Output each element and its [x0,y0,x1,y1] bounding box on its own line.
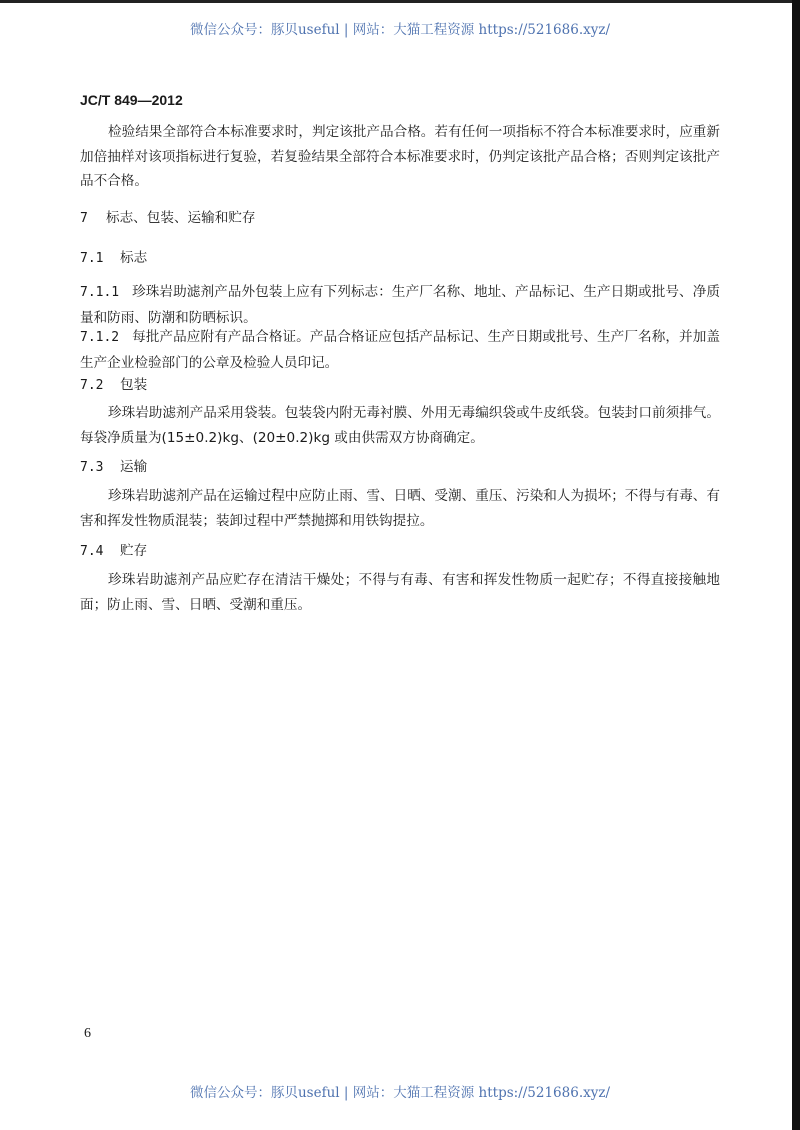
section-title: 标志、包装、运输和贮存 [106,210,256,226]
section-title: 贮存 [120,543,148,559]
clause-text: 每批产品应附有产品合格证。产品合格证应包括产品标记、生产日期或批号、生产厂名称，并加盖生产企业检验部门的公章及检验人员印记。 [80,329,720,371]
watermark-bottom: 微信公众号：豚贝useful | 网站：大猫工程资源 https://521686.xyz/ [189,1085,611,1101]
section-7-2-heading [80,373,147,393]
section-7-3-text: 珍珠岩助滤剂产品在运输过程中应防止雨、雪、日晒、受潮、重压、污染和人为损坏；不得与有毒、有害和挥发性物质混装；装卸过程中严禁抛掷和用铁钩提拉。 [80,488,720,529]
standard-code: JC/T 849—2012 [80,92,183,108]
clause-7-1-1 [80,280,720,330]
section-number: 7.4 [80,544,104,559]
section-7-3-heading [80,455,147,475]
section-number: 7.3 [80,460,104,475]
scan-edge-top [0,0,800,3]
section-title: 标志 [120,250,148,266]
page-number: 6 [84,1026,91,1041]
section-7-4-heading [80,539,147,559]
section-title: 运输 [120,459,148,475]
section-number: 7 [80,211,88,226]
section-number: 7.2 [80,378,104,393]
scan-edge-right [792,0,800,1130]
section-number: 7.1 [80,251,104,266]
clause-number: 7.1.1 [80,285,120,300]
watermark-top: 微信公众号：豚贝useful | 网站：大猫工程资源 https://521686.xyz/ [189,22,611,38]
section-title: 包装 [120,377,148,393]
section-7-1-heading [80,246,147,266]
section-7-4-text: 珍珠岩助滤剂产品应贮存在清洁干燥处；不得与有毒、有害和挥发性物质一起贮存；不得直接接触地面；防止雨、雪、日晒、受潮和重压。 [80,572,720,613]
clause-number: 7.1.2 [80,330,120,345]
intro-paragraph: 检验结果全部符合本标准要求时，判定该批产品合格。若有任何一项指标不符合本标准要求时，应重新加倍抽样对该项指标进行复验，若复验结果全部符合本标准要求时，仍判定该批产品合格；否则判定该批产品不合格。 [80,124,720,189]
clause-text: 珍珠岩助滤剂产品外包装上应有下列标志：生产厂名称、地址、产品标记、生产日期或批号、净质量和防雨、防潮和防晒标识。 [80,284,720,326]
section-7-2-text: 珍珠岩助滤剂产品采用袋装。包装袋内附无毒衬膜、外用无毒编织袋或牛皮纸袋。包装封口前须排气。每袋净质量为(15±0.2)kg、(20±0.2)kg 或由供需双方协商确定。 [80,405,720,446]
section-7-heading [80,206,256,226]
clause-7-1-2 [80,325,720,375]
